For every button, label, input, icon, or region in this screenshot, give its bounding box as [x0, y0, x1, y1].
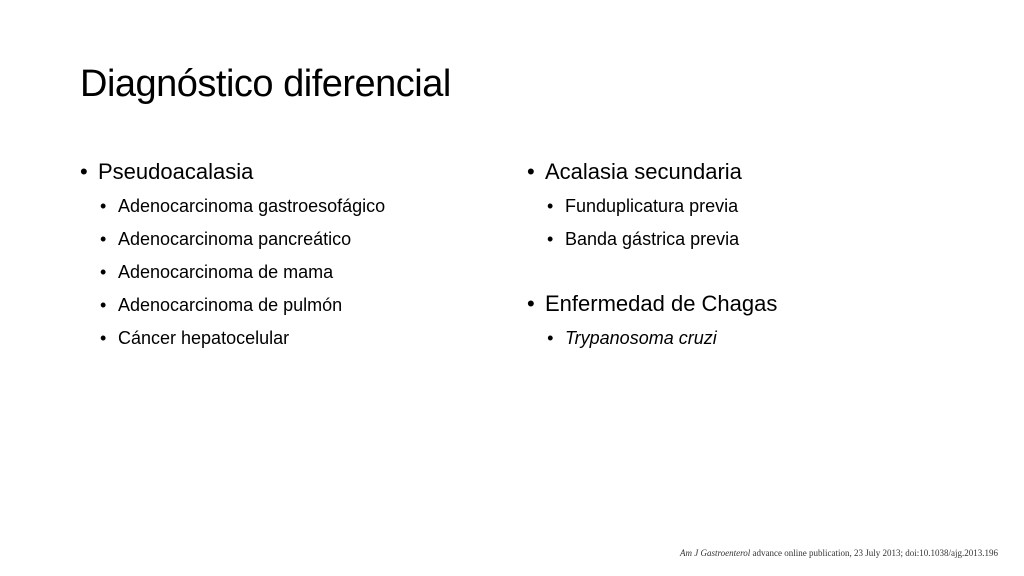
bullet-enfermedad-de-chagas: • Enfermedad de Chagas	[527, 286, 947, 322]
citation-details: advance online publication, 23 July 2013; doi:10.1038/ajg.2013.196	[750, 548, 998, 558]
bullet-pseudoacalasia: • Pseudoacalasia	[80, 154, 500, 190]
citation-journal: Am J Gastroenterol	[679, 548, 751, 558]
left-column	[80, 154, 500, 355]
list-spacer	[527, 256, 947, 286]
right-column	[527, 154, 947, 355]
right-bullet-list	[527, 154, 947, 355]
sub-bullet-item: • Adenocarcinoma pancreático	[80, 223, 500, 256]
sub-bullet-item: • Cáncer hepatocelular	[80, 322, 500, 355]
sub-bullet-item: • Banda gástrica previa	[527, 223, 947, 256]
sub-bullet-item: • Adenocarcinoma gastroesofágico	[80, 190, 500, 223]
sub-bullet-item: • Trypanosoma cruzi	[527, 322, 947, 355]
sub-bullet-item: • Adenocarcinoma de pulmón	[80, 289, 500, 322]
citation	[680, 548, 998, 558]
sub-bullet-item: • Adenocarcinoma de mama	[80, 256, 500, 289]
left-bullet-list	[80, 154, 500, 355]
bullet-acalasia-secundaria: • Acalasia secundaria	[527, 154, 947, 190]
sub-bullet-item: • Funduplicatura previa	[527, 190, 947, 223]
slide-title: Diagnóstico diferencial	[80, 63, 451, 105]
